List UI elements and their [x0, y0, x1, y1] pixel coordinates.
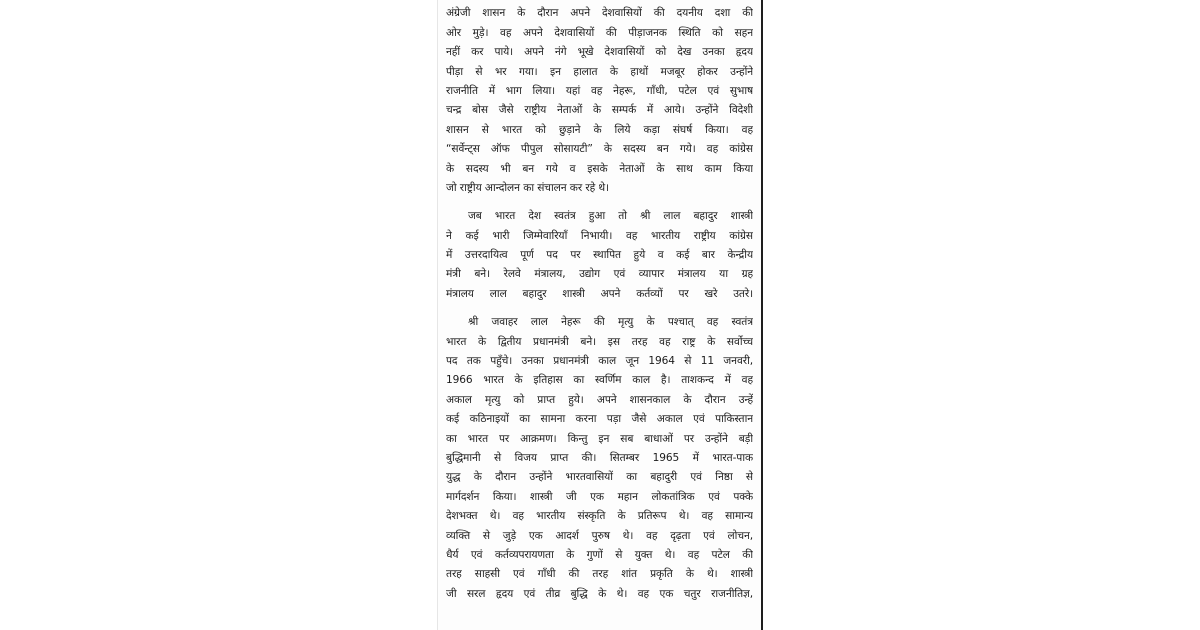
text-line: पद तक पहुँचे। उनका प्रधानमंत्री काल जून 1964 से 11 जनवरी,	[446, 355, 753, 368]
text-line: राजनीति में भाग लिया। यहां वह नेहरू, गाँधी, पटेल एवं सुभाष	[446, 84, 753, 97]
text-line: अकाल मृत्यु को प्राप्त हुये। अपने शासनकाल के दौरान उन्हें	[446, 393, 753, 406]
text-line: युद्ध के दौरान उन्होंने भारतवासियों का बहादुरी एवं निष्ठा से	[446, 471, 753, 484]
text-line: के सदस्य भी बन गये व इसके नेताओं के साथ काम किया	[446, 162, 753, 175]
text-line: नहीं कर पाये। अपने नंगे भूखे देशवासियों को देख उनका हृदय	[446, 46, 753, 59]
text-line: ने कई भारी जिम्मेवारियाँ निभायी। वह भारतीय राष्ट्रीय कांग्रेस	[446, 229, 753, 242]
paragraph-2	[446, 207, 753, 304]
text-line: जब भारत देश स्वतंत्र हुआ तो श्री लाल बहादुर शास्त्री	[468, 210, 753, 223]
text-line: जो राष्ट्रीय आन्दोलन का संचालन कर रहे थे।	[446, 181, 609, 194]
text-line: धैर्य एवं कर्तव्यपरायणता के गुणों से युक्त थे। वह पटेल की	[446, 548, 753, 561]
paragraph-3	[446, 313, 753, 604]
text-line: बुद्धिमानी से विजय प्राप्त की। सितम्बर 1965 में भारत-पाक	[446, 451, 753, 464]
text-line: मंत्रालय लाल बहादुर शास्त्री अपने कर्तव्यों पर खरे उतरे।	[446, 287, 753, 300]
text-line: पीड़ा से भर गया। इन हालात के हाथों मजबूर होकर उन्होंने	[446, 65, 753, 78]
text-line: मार्गदर्शन किया। शास्त्री जी एक महान लोकतांत्रिक एवं पक्के	[446, 490, 753, 503]
text-line: तरह साहसी एवं गाँधी की तरह शांत प्रकृति के थे। शास्त्री	[446, 568, 753, 581]
text-line: श्री जवाहर लाल नेहरू की मृत्यु के पश्चात् वह स्वतंत्र	[468, 316, 753, 329]
text-line: अंग्रेजी शासन के दौरान अपने देशवासियों की दयनीय दशा की	[446, 7, 753, 20]
text-line: का भारत पर आक्रमण। किन्तु इन सब बाधाओं पर उन्होंने बड़ी	[446, 432, 753, 445]
paragraph-1	[446, 0, 753, 198]
text-line: मंत्री बने। रेलवे मंत्रालय, उद्योग एवं व्यापार मंत्रालय या ग्रह	[446, 268, 753, 281]
text-line: “सर्वेन्ट्स ऑफ पीपुल सोसायटी” के सदस्य बन गये। वह कांग्रेस	[446, 143, 753, 156]
text-line: में उत्तरदायित्व पूर्ण पद पर स्थापित हुये व कई बार केन्द्रीय	[446, 249, 753, 262]
text-line: देशभक्त थे। वह भारतीय संस्कृति के प्रतिरूप थे। वह सामान्य	[446, 510, 753, 523]
scanned-page	[437, 0, 763, 630]
text-line: शासन से भारत को छुड़ाने के लिये कड़ा संघर्ष किया। वह	[446, 123, 753, 136]
text-line: भारत के द्वितीय प्रधानमंत्री बने। इस तरह वह राष्ट्र के सर्वोच्च	[446, 335, 753, 348]
page-body	[446, 0, 753, 613]
text-line: 1966 भारत के इतिहास का स्वर्णिम काल है। ताशकन्द में वह	[446, 374, 753, 387]
text-line: चन्द्र बोस जैसे राष्ट्रीय नेताओं के सम्पर्क में आये। उन्होंने विदेशी	[446, 104, 753, 117]
text-line: ओर मुड़े। वह अपने देशवासियों की पीड़ाजनक स्थिति को सहन	[446, 26, 753, 39]
text-line: व्यक्ति से जुड़े एक आदर्श पुरुष थे। वह दृढ़ता एवं लोचन,	[446, 529, 753, 542]
text-line: जी सरल हृदय एवं तीव्र बुद्धि के थे। वह एक चतुर राजनीतिज्ञ,	[446, 587, 753, 600]
text-line: कई कठिनाइयों का सामना करना पड़ा जैसे अकाल एवं पाकिस्तान	[446, 413, 753, 426]
